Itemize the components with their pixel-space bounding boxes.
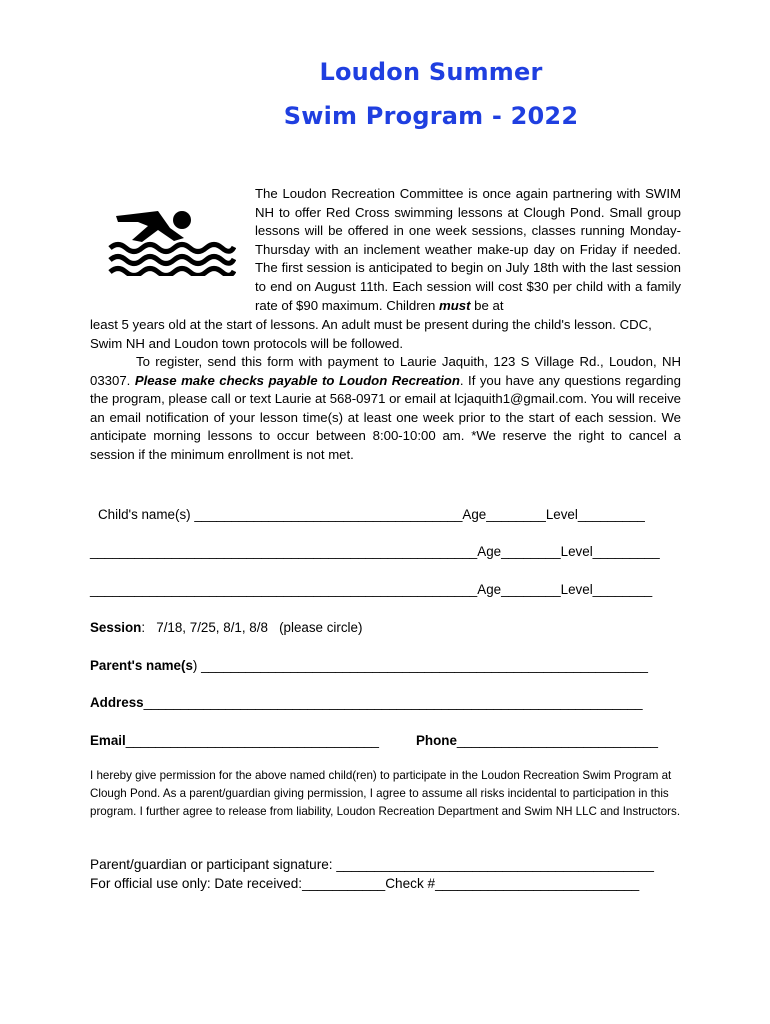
title-line-1: Loudon Summer <box>319 58 543 86</box>
child-name-row-3[interactable]: ____________________________________________________Age________Level________ <box>90 582 653 597</box>
intro-paragraph-2: To register, send this form with payment to Laurie Jaquith, 123 S Village Rd., Loudon, NH 03307. Please make checks payable to Loudon Recreation. If you have any questions regarding the program, please call or text Laurie at 568-0971 or email at lcjaquith1@gmail.com. You will receive an email notification of your lesson time(s) at least one week prior to the start of each session. We anticipate morning lessons to occur between 8:00-10:00 am. *We reserve the right to cancel a session if the minimum enrollment is not met. <box>90 354 682 462</box>
email-row[interactable]: Email__________________________________ <box>90 733 379 748</box>
swimmer-icon <box>108 208 236 276</box>
signature-line[interactable]: Parent/guardian or participant signature: __________________________________________ <box>90 857 654 872</box>
official-use-line: For official use only: Date received:___________Check #___________________________ <box>90 876 640 891</box>
phone-row[interactable]: Phone___________________________ <box>416 733 658 748</box>
permission-statement: I hereby give permission for the above named child(ren) to participate in the Loudon Recreation Swim Program at Clough Pond. As a parent/guardian giving permission, I agree to assume all risks incidental to participation in this program. I further agree to release from liability, Loudon Recreation Department and Swim NH LLC and Instructors. <box>90 769 681 818</box>
intro-paragraph-1-continued: least 5 years old at the start of lessons. An adult must be present during the child's lesson. CDC, Swim NH and Loudon town protocols will be followed. <box>90 317 652 351</box>
address-row[interactable]: Address___________________________________________________________________ <box>90 695 643 710</box>
intro-paragraph-1: The Loudon Recreation Committee is once again partnering with SWIM NH to offer Red Cross swimming lessons at Clough Pond. Small group lessons will be offered in one week sessions, classes running Monday-Thursday with an inclement weather make-up day on Friday if needed. The first session is anticipated to begin on July 18th with the last session to end on August 11th. Each session will cost $30 per child with a family rate of $90 maximum. Children must be at <box>255 186 681 313</box>
child-name-row-2[interactable]: ____________________________________________________Age________Level_________ <box>90 544 660 559</box>
parent-name-row[interactable]: Parent's name(s) ____________________________________________________________ <box>90 658 648 673</box>
title-line-2: Swim Program - 2022 <box>283 102 579 130</box>
session-row[interactable]: Session: 7/18, 7/25, 8/1, 8/8 (please circle) <box>90 620 363 635</box>
child-name-row-1[interactable]: Child's name(s) ____________________________________Age________Level_________ <box>98 507 645 522</box>
